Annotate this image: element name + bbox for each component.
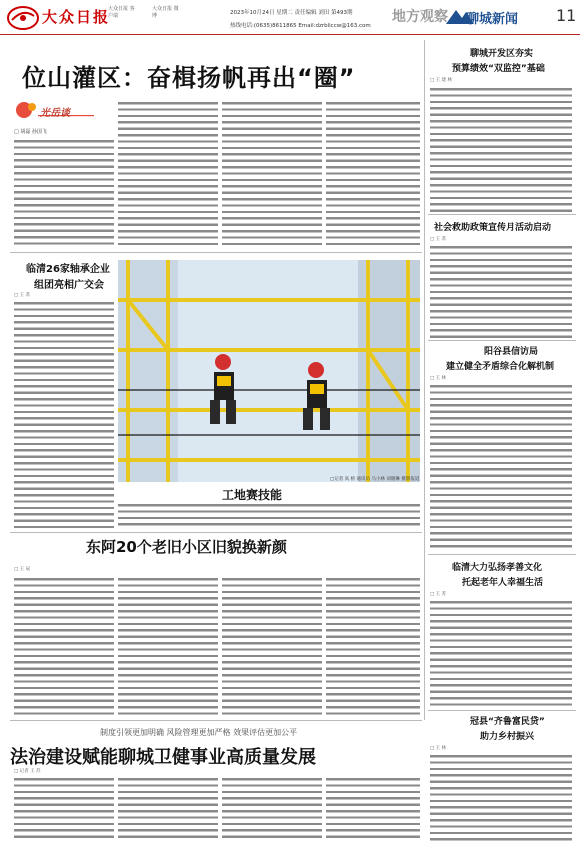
bottom-col-4 bbox=[326, 776, 420, 842]
section-name: 地方观察 bbox=[392, 9, 448, 25]
lead-headline: 位山灌区：奋楫扬帆再出“圈” bbox=[22, 64, 356, 92]
a1-body bbox=[14, 300, 114, 528]
lead-byline: □ 胡磊 孙国飞 bbox=[14, 129, 47, 135]
r4-headline-1: 临清大力弘扬孝善文化 bbox=[452, 563, 543, 573]
photo-caption-body bbox=[118, 502, 420, 528]
r4-headline-2: 托起老年人幸福生活 bbox=[462, 578, 544, 588]
section-divider bbox=[10, 720, 422, 721]
a1-headline-2: 组团亮相广交会 bbox=[34, 280, 104, 291]
a1-byline: □ 王 苏 bbox=[14, 293, 31, 298]
section-divider bbox=[10, 252, 422, 253]
a2-col-3 bbox=[222, 576, 322, 716]
issue-meta: 2023年10月24日 星期二 责任编辑 刘田 第493期 bbox=[230, 10, 353, 16]
header-app-note: 大众日报 客户端 bbox=[108, 6, 135, 19]
section-divider bbox=[428, 340, 576, 341]
r5-headline-2: 助力乡村振兴 bbox=[480, 732, 535, 742]
bottom-col-3 bbox=[222, 776, 322, 842]
newspaper-logo-icon bbox=[6, 4, 40, 32]
a2-headline: 东阿20个老旧小区旧貌换新颜 bbox=[86, 538, 287, 556]
r3-body bbox=[430, 383, 572, 551]
r3-byline: □ 王 林 bbox=[430, 376, 447, 381]
a2-col-4 bbox=[326, 576, 420, 716]
construction-workers-photo bbox=[118, 260, 420, 482]
r4-byline: □ 王 苏 bbox=[430, 592, 447, 597]
r3-headline-1: 阳谷县信访局 bbox=[484, 347, 539, 357]
r5-body bbox=[430, 753, 572, 841]
lead-column-3 bbox=[222, 100, 322, 248]
bottom-byline: □ 记者 王 苏 bbox=[14, 769, 41, 774]
section-divider bbox=[428, 710, 576, 711]
r1-byline: □ 王 建 林 bbox=[430, 78, 453, 83]
r5-headline-1: 冠县“齐鲁富民贷” bbox=[470, 717, 545, 727]
bottom-col-1 bbox=[14, 776, 114, 842]
section-divider bbox=[428, 214, 576, 215]
a2-byline: □ 王 辰 bbox=[14, 567, 31, 572]
r3-headline-2: 建立健全矛盾综合化解机制 bbox=[446, 362, 555, 372]
section-divider bbox=[428, 554, 576, 555]
lead-column-1 bbox=[14, 138, 114, 248]
a2-col-2 bbox=[118, 576, 218, 716]
contact-meta: 热线电话:(0635)8611865 Email:dzrbliccw@163.com bbox=[230, 23, 371, 29]
photo-credit: □记者 高 桥 通讯员 马小林 刘晓琳 摄影报道 bbox=[330, 477, 420, 482]
newspaper-name: 大众日报 bbox=[42, 8, 111, 26]
r4-body bbox=[430, 599, 572, 707]
commentary-badge: 光岳谈 bbox=[40, 108, 70, 119]
section-tag-title: 聊城新闻 bbox=[466, 12, 519, 27]
lead-column-4 bbox=[326, 100, 420, 248]
r1-body bbox=[430, 86, 572, 212]
header-weibo-note: 大众日报 微博 bbox=[152, 6, 179, 19]
column-divider bbox=[424, 40, 425, 720]
bottom-kicker: 制度引领更加明确 风险管理更加严格 效果评估更加公平 bbox=[100, 728, 298, 737]
page-number: 11 bbox=[556, 6, 577, 25]
bottom-headline: 法治建设赋能聊城卫健事业高质量发展 bbox=[10, 747, 316, 768]
section-divider bbox=[10, 532, 422, 533]
r2-byline: □ 王 苏 bbox=[430, 237, 447, 242]
a2-col-1 bbox=[14, 576, 114, 716]
r1-headline-1: 聊城开发区夯实 bbox=[470, 49, 534, 59]
lead-column-2 bbox=[118, 100, 218, 248]
a1-headline-1: 临清26家轴承企业 bbox=[26, 264, 110, 275]
bottom-col-2 bbox=[118, 776, 218, 842]
r1-headline-2: 预算绩效“双监控”基础 bbox=[452, 64, 545, 74]
r5-byline: □ 王 林 bbox=[430, 746, 447, 751]
r2-body bbox=[430, 244, 572, 338]
r2-headline: 社会救助政策宣传月活动启动 bbox=[434, 223, 552, 233]
photo-caption-title: 工地赛技能 bbox=[222, 488, 283, 502]
